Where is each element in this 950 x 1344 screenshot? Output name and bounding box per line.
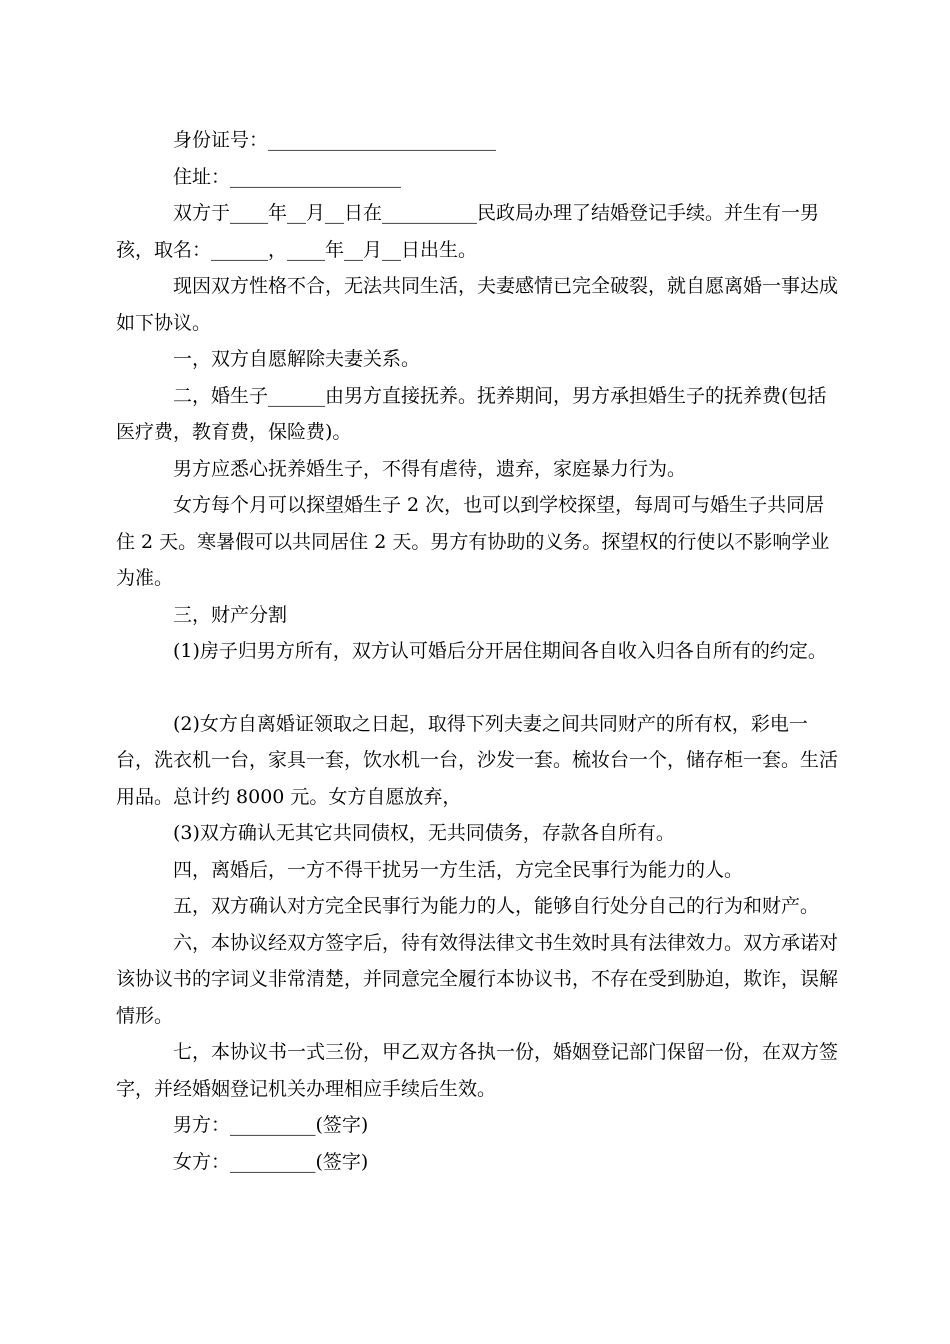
man-signature-line: 男方：_________(签字) [173, 1114, 369, 1136]
clause-3-heading: 三，财产分割 [173, 603, 288, 626]
marriage-info-paragraph: 双方于____年__月__日在__________民政局办理了结婚登记手续。并生有一男孩，取名：______，____年__月__日出生。 [116, 202, 820, 261]
clause-7: 七，本协议书一式三份，甲乙双方各执一份，婚姻登记部门保留一份，在双方签字，并经婚姻登记机关办理相应手续后生效。 [116, 1041, 839, 1100]
clause-3-item-1: (1)房子归男方所有，双方认可婚后分开居住期间各自收入归各自所有的约定。 [173, 640, 827, 662]
id-number-line: 身份证号：________________________ [173, 129, 497, 151]
agreement-body [116, 122, 838, 1180]
clause-3-item-2: (2)女方自离婚证领取之日起，取得下列夫妻之间共同财产的所有权，彩电一台，洗衣机一台，家具一套，饮水机一台，沙发一套。梳妆台一个，储存柜一套。生活用品。总计约 8000 元。女方自愿放弃， [116, 712, 839, 808]
clause-4: 四，离婚后，一方不得干扰另一方生活，方完全民事行为能力的人。 [173, 858, 744, 881]
reason-paragraph: 现因双方性格不合，无法共同生活，夫妻感情已完全破裂，就自愿离婚一事达成如下协议。 [116, 275, 839, 334]
clause-2-visitation: 女方每个月可以探望婚生子 2 次，也可以到学校探望，每周可与婚生子共同居住 2 天。寒暑假可以共同居住 2 天。男方有协助的义务。探望权的行使以不影响学业为准。 [116, 494, 830, 589]
clause-2-care: 男方应悉心抚养婚生子，不得有虐待，遗弃，家庭暴力行为。 [173, 457, 687, 480]
clause-1: 一，双方自愿解除夫妻关系。 [173, 348, 421, 370]
clause-3-item-3: (3)双方确认无其它共同债权，无共同债务，存款各自所有。 [173, 822, 675, 844]
address-line: 住址：__________________ [173, 165, 402, 188]
clause-2: 二，婚生子______由男方直接抚养。抚养期间，男方承担婚生子的抚养费(包括医疗费，教育费，保险费)。 [116, 384, 827, 443]
woman-signature-line: 女方：_________(签字) [173, 1150, 369, 1173]
clause-5: 五，双方确认对方完全民事行为能力的人，能够自行处分自己的行为和财产。 [173, 895, 820, 917]
clause-6: 六，本协议经双方签字后，待有效得法律文书生效时具有法律效力。双方承诺对该协议书的字词义非常清楚，并同意完全履行本协议书，不存在受到胁迫，欺诈，误解情形。 [116, 931, 839, 1027]
blank-spacer [116, 670, 838, 706]
